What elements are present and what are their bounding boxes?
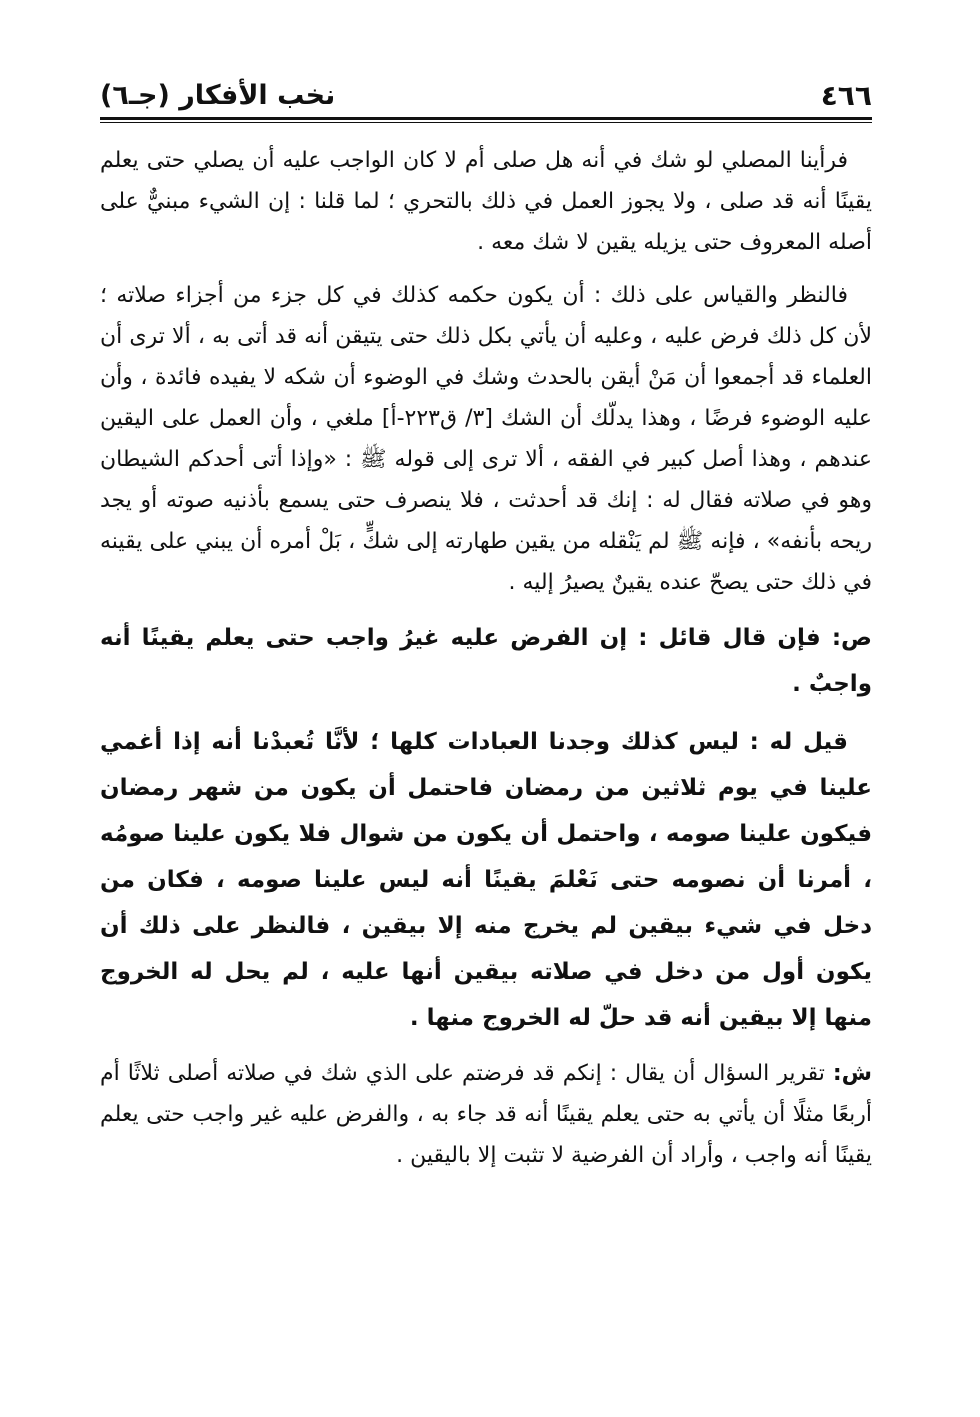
paragraph-matn-question bbox=[100, 615, 872, 707]
body-text bbox=[100, 140, 872, 1176]
document-page bbox=[100, 0, 872, 1417]
paragraph-text: قيل له : ليس كذلك وجدنا العبادات كلها ؛ لأنَّا تُعبدْنا أنه إذا أغمي علينا في يوم ثلاثين من رمضان فاحتمل أن يكون من شهر رمضان فيكون علينا صومه ، واحتمل أن يكون من شوال فلا يكون علينا صومُه ، أمرنا أن نصومه حتى نَعْلمَ يقينًا أنه ليس علينا صومه ، فكان من دخل في شيء بيقين لم يخرج منه إلا بيقين ، فالنظر على ذلك أن يكون أول من دخل في صلاته بيقين أنها عليه ، لم يحل له الخروج منها إلا بيقين أنه قد حلّ له الخروج منها . bbox=[100, 729, 872, 1031]
paragraph-2 bbox=[100, 275, 872, 603]
header-rule-thin bbox=[100, 122, 872, 123]
sharh-marker: ش: bbox=[832, 1061, 872, 1086]
header-rule-thick bbox=[100, 117, 872, 120]
book-title: نخب الأفكار (جـ٦) bbox=[100, 80, 336, 111]
paragraph-text: فالنظر والقياس على ذلك : أن يكون حكمه كذلك في كل جزء من أجزاء صلاته ؛ لأن كل ذلك فرض عليه ، وعليه أن يأتي بكل ذلك حتى يتيقن أنه قد أتى به ، ألا ترى أن العلماء قد أجمعوا أن مَنْ أيقن بالحدث وشك في الوضوء أن شكه لا يفيده فائدة ، وأن عليه الوضوء فرضًا ، وهذا يدلّك أن الشك [٣/ ق٢٢٣-أ] ملغي ، وأن العمل على اليقين عندهم ، وهذا أصل كبير في الفقه ، ألا ترى إلى قوله ﷺ : «وإذا أتى أحدكم الشيطان وهو في صلاته فقال له : إنك قد أحدثت ، فلا ينصرف حتى يسمع بأذنيه صوته أو يجد ريحه بأنفه» ، فإنه ﷺ لم يَنْقله من يقين طهارته إلى شكٍّ ، بَلْ أمره أن يبني على يقينه في ذلك حتى يصحّ عنده يقينٌ يصيرُ إليه . bbox=[100, 283, 872, 595]
paragraph-matn-answer bbox=[100, 719, 872, 1041]
paragraph-text: تقرير السؤال أن يقال : إنكم قد فرضتم على الذي شك في صلاته أصلى ثلاثًا أم أربعًا مثلًا أن يأتي به حتى يعلم يقينًا أنه قد جاء به ، والفرض عليه غير واجب حتى يعلم يقينًا أنه واجب ، وأراد أن الفرضية لا تثبت إلا باليقين . bbox=[100, 1061, 872, 1168]
paragraph-sharh bbox=[100, 1053, 872, 1176]
paragraph-text: فرأينا المصلي لو شك في أنه هل صلى أم لا كان الواجب عليه أن يصلي حتى يعلم يقينًا أنه قد صلى ، ولا يجوز العمل في ذلك بالتحري ؛ لما قلنا : إن الشيء مبنيٌّ على أصله المعروف حتى يزيله يقين لا شك معه . bbox=[100, 148, 872, 255]
matn-marker: ص: bbox=[831, 625, 872, 651]
running-header bbox=[100, 68, 872, 114]
paragraph-1 bbox=[100, 140, 872, 263]
paragraph-text: فإن قال قائل : إن الفرض عليه غيرُ واجب حتى يعلم يقينًا أنه واجبٌ . bbox=[100, 625, 872, 697]
page-number: ٤٦٦ bbox=[820, 79, 872, 112]
